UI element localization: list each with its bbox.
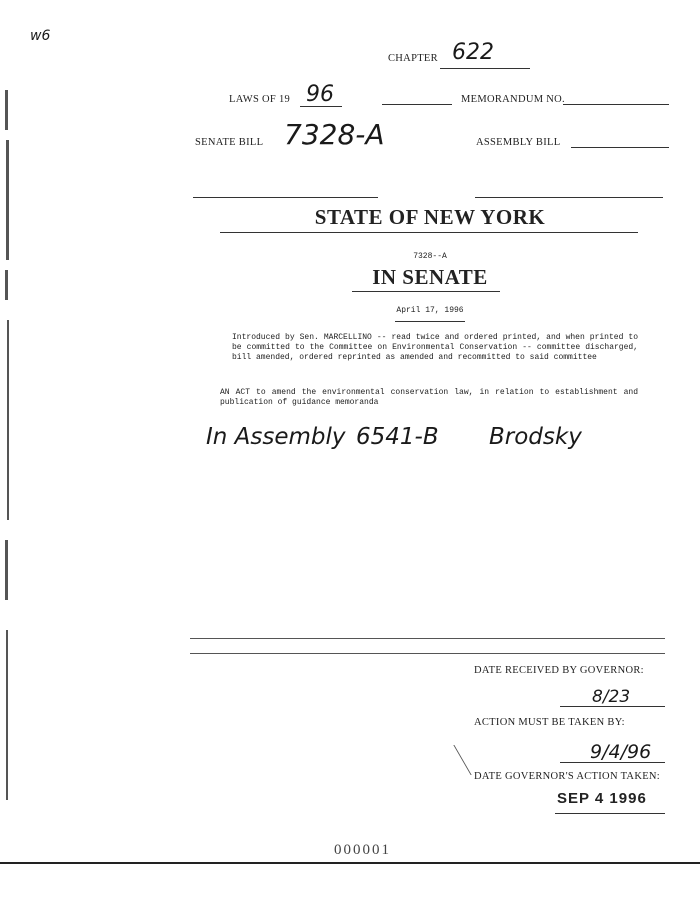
corner-handwritten-mark: w6 [30,28,51,44]
bill-number: 7328--A [413,252,447,261]
lower-rule-1 [190,638,665,639]
laws-blank-line [382,104,452,105]
handwritten-sponsor: Brodsky [489,424,582,450]
date-rule [395,321,465,322]
act-paragraph: AN ACT to amend the environmental conservation law, in relation to establishment and publication of guidance memoranda [220,388,638,407]
memorandum-line [563,104,669,105]
chapter-underline [440,68,530,69]
date-received-label: DATE RECEIVED BY GOVERNOR: [474,665,644,676]
action-taken-stamp: SEP 4 1996 [557,790,647,807]
senate-bill-label: SENATE BILL [195,137,264,148]
action-taken-label: DATE GOVERNOR'S ACTION TAKEN: [474,771,661,782]
lower-rule-2 [190,653,665,654]
assembly-bill-line [571,147,669,148]
action-by-line [560,762,665,763]
page-number: 000001 [334,842,391,858]
chamber-heading-rule [352,291,500,292]
action-taken-line [555,813,665,814]
senate-bill-value: 7328-A [284,118,385,151]
handwritten-in-assembly: In Assembly [206,424,346,450]
laws-year-value: 96 [306,82,334,107]
handwritten-assembly-number: 6541-B [356,424,439,450]
action-by-label: ACTION MUST BE TAKEN BY: [474,717,625,728]
date-received-line [560,706,665,707]
chapter-value: 622 [452,40,494,65]
assembly-bill-label: ASSEMBLY BILL [476,137,561,148]
laws-label: LAWS OF 19 [229,94,291,105]
state-heading-rule [220,232,638,233]
action-by-value: 9/4/96 [590,741,652,763]
memorandum-label: MEMORANDUM NO. [461,94,565,105]
signature-line-right [475,197,663,198]
bottom-border [0,862,700,864]
intro-date: April 17, 1996 [396,306,464,315]
chapter-label: CHAPTER [388,53,438,64]
state-heading: STATE OF NEW YORK [314,205,546,229]
introduction-paragraph: Introduced by Sen. MARCELLINO -- read twice and ordered printed, and when printed to be committed to the Committee on Environmental Conservation -- committee discharged, bill amended, ordered reprinted as amended and recommitted to said committee [232,333,638,362]
left-margin-scan-marks [0,70,18,810]
chamber-heading: IN SENATE [372,265,488,289]
signature-line-left [193,197,378,198]
date-received-value: 8/23 [592,687,631,707]
laws-underline [300,106,342,107]
